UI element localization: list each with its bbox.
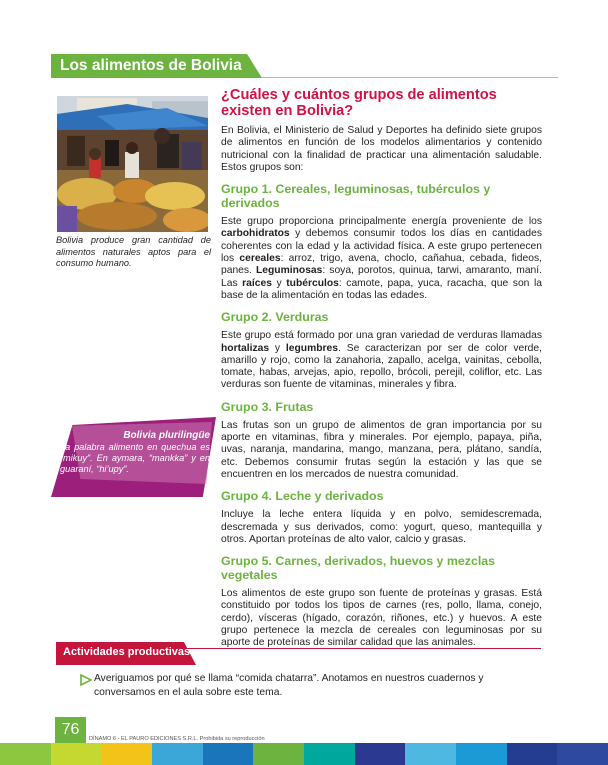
strip-segment xyxy=(101,743,152,765)
activities-title: Actividades productivas xyxy=(63,646,191,658)
footer-credit: DÍNAMO 6 - EL PAURO EDICIONES S.R.L. Prohibida su reproducción xyxy=(89,736,265,742)
strip-segment xyxy=(304,743,355,765)
question-title: ¿Cuáles y cuántos grupos de alimentos existen en Bolivia? xyxy=(221,87,497,119)
group-3-text: Las frutas son un grupo de alimentos de gran importancia por su aporte en vitaminas, fibra y minerales. Por ejemplo, papaya, piña, uvas, naranja, mandarina, mango, manzana, pera, plátano, sandía, etc. Debemos consumir frutas según la estación y las que se encuentren en los mercados de nuestra comunidad. xyxy=(221,419,542,480)
strip-segment xyxy=(203,743,254,765)
group-5-title: Grupo 5. Carnes, derivados, huevos y mezclas vegetales xyxy=(221,554,496,583)
color-strip xyxy=(0,743,608,765)
group-5-text: Los alimentos de este grupo son fuente de proteínas y grasas. Está constituido por todos los tipos de carnes (res, pollo, llama, conejo, cerdo), vísceras (hígado, corazón, riñones, etc.) y huevos. A este grupo pertenece la mezcla de cereales con leguminosas por su aporte de proteínas de similar calidad que las animales. xyxy=(221,588,542,649)
strip-segment xyxy=(507,743,558,765)
group-1-title: Grupo 1. Cereales, leguminosas, tubérculos y derivados xyxy=(221,182,491,211)
strip-segment xyxy=(152,743,203,765)
page-number: 76 xyxy=(61,721,80,738)
activities-text: Averiguamos por qué se llama “comida chatarra”. Anotamos en nuestros cuadernos y conversamos en el aula sobre este tema. xyxy=(94,673,484,698)
group-2-text: Este grupo está formado por una gran variedad de verduras llamadas hortalizas y legumbres. Se caracterizan por ser de color verde, amarillo y rojo, como la zanahoria, zapallo, acelga, vainitas, cebolla, tomate, habas, arvejas, apio, repollo, brócoli, perejil, coliflor, etc. Las verduras son fuente de vitaminas, minerales y fibra. xyxy=(221,330,542,391)
triangle-bullet-icon xyxy=(80,674,92,686)
strip-segment xyxy=(456,743,507,765)
plurilingual-text: La palabra alimento en quechua es “mikuy”. En aymara, “mankka” y en guaraní, “hi’upy”. xyxy=(60,442,210,474)
strip-segment xyxy=(355,743,406,765)
group-1-text: Este grupo proporciona principalmente energía proveniente de los carbohidratos y debemos consumir todos los días en cantidades coherentes con la edad y la actividad física. A este grupo pertenecen los cereales: arroz, trigo, avena, choclo, cañahua, cebada, fideos, panes. Leguminosas: soya, porotos, quinua, tarwi, amaranto, maní. Las raíces y tubérculos: camote, papa, yuca, racacha, que son la base de la alimentación en todas las edades. xyxy=(221,216,542,301)
section-title: Los alimentos de Bolivia xyxy=(60,57,242,74)
group-3-title: Grupo 3. Frutas xyxy=(221,399,314,414)
strip-segment xyxy=(557,743,608,765)
header-rule xyxy=(262,77,558,78)
intro-paragraph: En Bolivia, el Ministerio de Salud y Deportes ha definido siete grupos de alimentos en función de los modelos alimentarios y contenido nutricional con la finalidad de practicar una alimentación saludable. Estos grupos son: xyxy=(221,125,542,173)
plurilingual-title: Bolivia plurilingüe xyxy=(123,430,210,441)
market-photo-illustration xyxy=(57,96,208,232)
strip-segment xyxy=(253,743,304,765)
main-content xyxy=(221,87,542,658)
group-2-title: Grupo 2. Verduras xyxy=(221,310,329,325)
strip-segment xyxy=(0,743,51,765)
group-4-title: Grupo 4. Leche y derivados xyxy=(221,489,384,504)
group-4-text: Incluye la leche entera líquida y en polvo, semidescremada, descremada y sus derivados, como: yogurt, queso, mantequilla y otros. Aportan proteínas de alto valor, calcio y grasas. xyxy=(221,509,542,545)
strip-segment xyxy=(405,743,456,765)
photo-caption: Bolivia produce gran cantidad de alimentos naturales aptos para el consumo humano. xyxy=(56,235,211,269)
market-photo xyxy=(57,96,208,232)
strip-segment xyxy=(51,743,102,765)
